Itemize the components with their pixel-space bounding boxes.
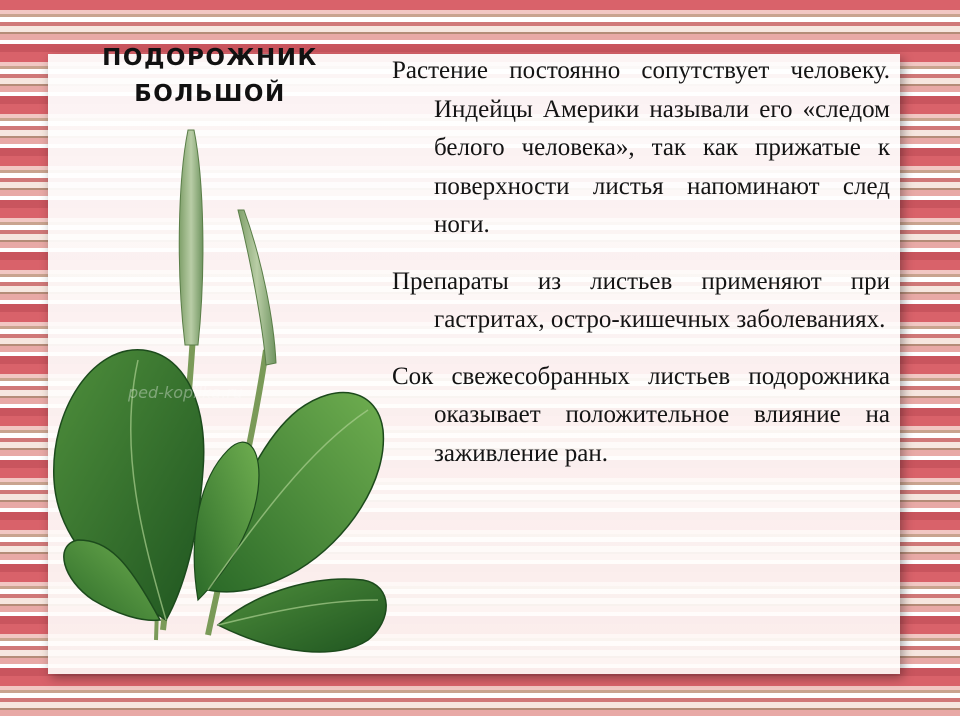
image-watermark: ped-kopilka.ru <box>128 383 243 402</box>
paragraph-1: Растение постоянно сопутствует человеку. Индейцы Америки называли его «следом белого человека», так как прижатые к поверхности листья напоминают след ноги. <box>392 57 890 238</box>
paragraph-3: Сок свежесобранных листьев подорожника оказывает положительное влияние на заживление ран. <box>392 362 890 467</box>
slide-text <box>392 52 890 491</box>
title-line-1: ПОДОРОЖНИК <box>102 45 318 71</box>
spike-right <box>238 210 276 365</box>
paragraph-2: Препараты из листьев применяют при гастритах, остро-кишечных заболеваниях. <box>392 267 890 333</box>
spike-left <box>179 130 203 345</box>
slide-title <box>70 40 350 112</box>
title-line-2: БОЛЬШОЙ <box>134 81 286 107</box>
plantain-illustration <box>48 120 388 660</box>
